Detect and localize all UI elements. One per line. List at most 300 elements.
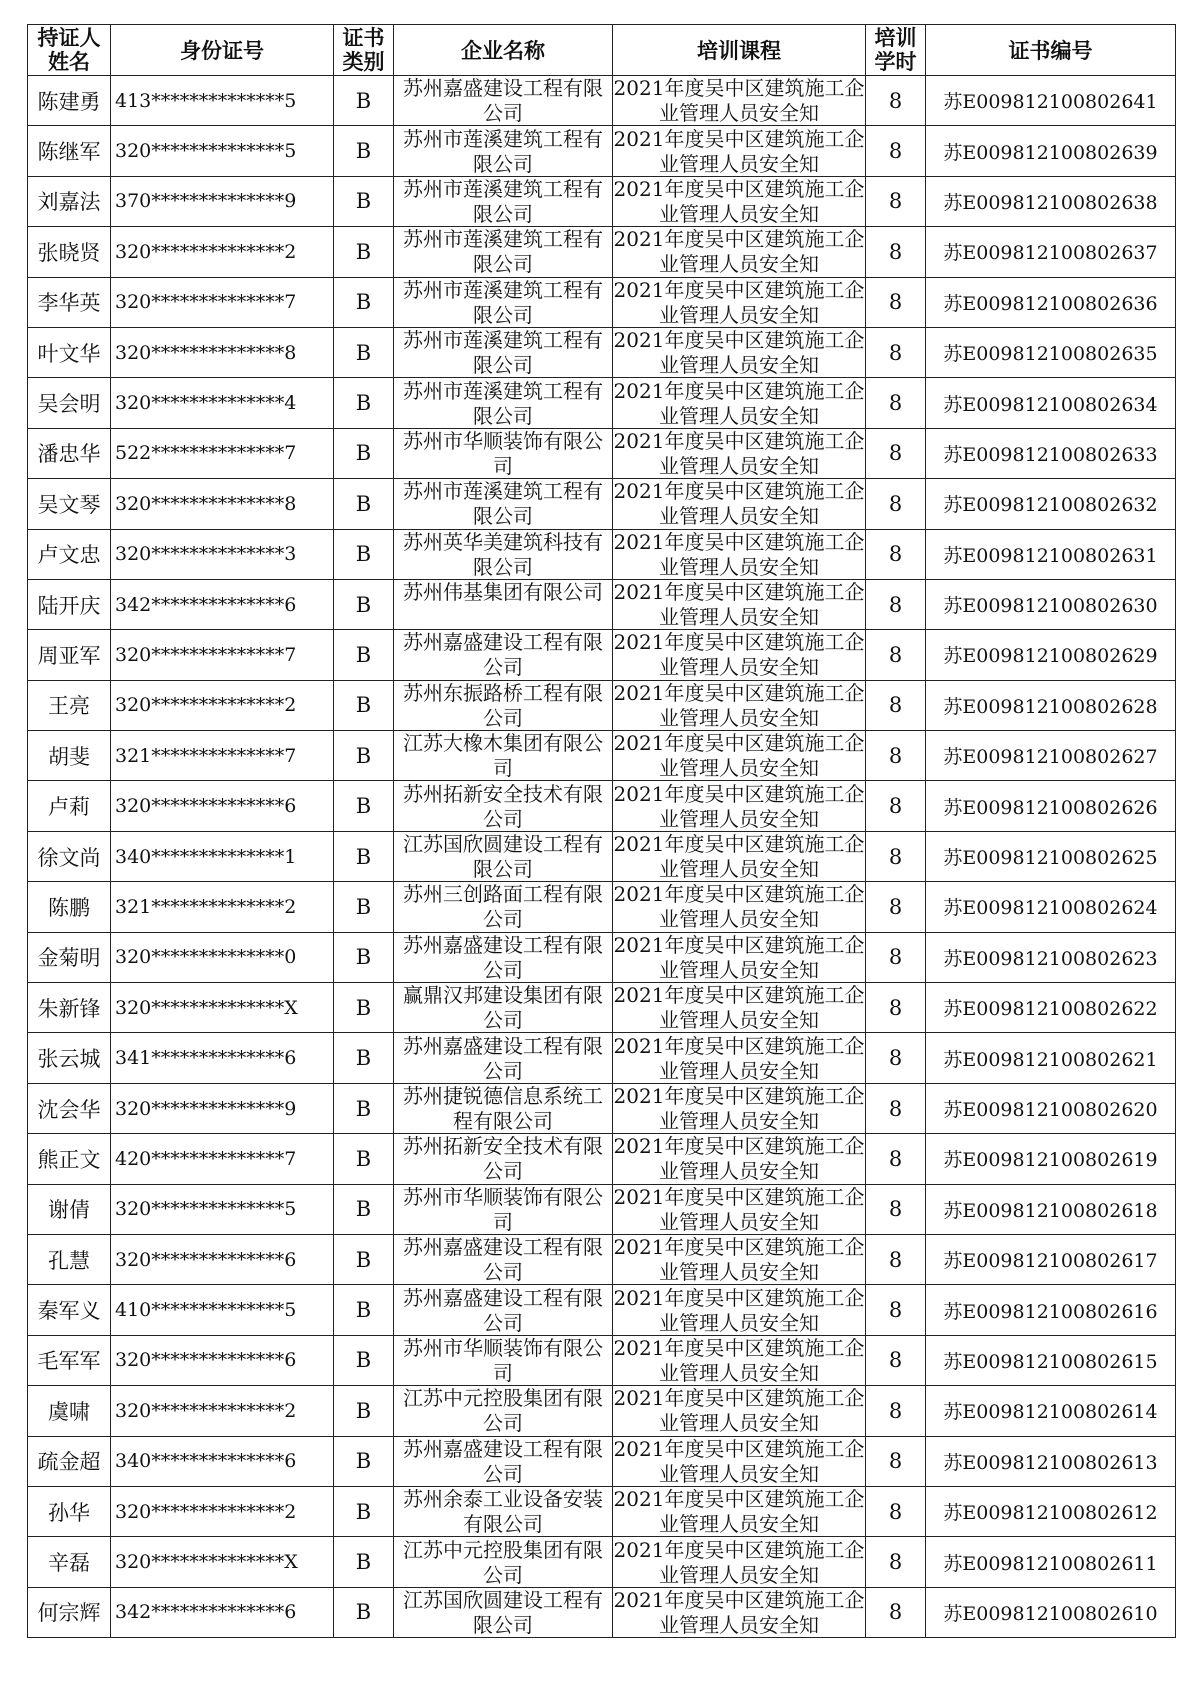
- cell-category: B: [334, 529, 394, 579]
- cell-id-number: 320**************8: [111, 327, 334, 377]
- cell-category: B: [334, 1386, 394, 1436]
- cell-hours: 8: [866, 882, 926, 932]
- table-row: [28, 1335, 1176, 1385]
- table-row: [28, 529, 1176, 579]
- table-row: [28, 680, 1176, 730]
- cell-id-number: 320**************5: [111, 1184, 334, 1234]
- table-row: [28, 1587, 1176, 1637]
- cell-course-text: 2021年度吴中区建筑施工企业管理人员安全知: [613, 1537, 865, 1587]
- cell-course: [613, 731, 866, 781]
- cell-course-text: 2021年度吴中区建筑施工企业管理人员安全知: [613, 882, 865, 932]
- cell-name: 沈会华: [28, 1083, 111, 1133]
- cell-course: [613, 126, 866, 176]
- cell-id-number: 320**************6: [111, 1335, 334, 1385]
- cell-course-text: 2021年度吴中区建筑施工企业管理人员安全知: [613, 1184, 865, 1234]
- header-hours: 培训学时: [866, 25, 926, 76]
- cell-course: [613, 1335, 866, 1385]
- cell-course: [613, 831, 866, 881]
- cell-company-text: 苏州嘉盛建设工程有限公司: [403, 1285, 603, 1335]
- cell-name: 孔慧: [28, 1234, 111, 1284]
- cell-company-text: 苏州市华顺装饰有限公司: [403, 428, 603, 478]
- cell-company: [394, 1184, 613, 1234]
- cell-course: [613, 1134, 866, 1184]
- cell-course-text: 2021年度吴中区建筑施工企业管理人员安全知: [613, 1033, 865, 1083]
- table-row: [28, 1134, 1176, 1184]
- cell-company-text: 苏州市华顺装饰有限公司: [403, 1335, 603, 1385]
- cell-name: 叶文华: [28, 327, 111, 377]
- cell-id-number: 341**************6: [111, 1033, 334, 1083]
- cell-hours: 8: [866, 479, 926, 529]
- cell-company: [394, 680, 613, 730]
- cell-course: [613, 1386, 866, 1436]
- cell-cert-number: 苏E009812100802624: [926, 882, 1176, 932]
- cell-id-number: 420**************7: [111, 1134, 334, 1184]
- cell-name: 卢莉: [28, 781, 111, 831]
- cell-course: [613, 630, 866, 680]
- cell-category: B: [334, 1184, 394, 1234]
- table-row: [28, 630, 1176, 680]
- cell-name: 陆开庆: [28, 579, 111, 629]
- cell-course: [613, 882, 866, 932]
- cell-company-text: 苏州市莲溪建筑工程有限公司: [403, 227, 603, 277]
- cell-course: [613, 76, 866, 126]
- cell-id-number: 320**************7: [111, 630, 334, 680]
- cell-hours: 8: [866, 428, 926, 478]
- cell-cert-number: 苏E009812100802610: [926, 1587, 1176, 1637]
- cell-course-text: 2021年度吴中区建筑施工企业管理人员安全知: [613, 983, 865, 1033]
- table-row: [28, 176, 1176, 226]
- cell-id-number: 320**************0: [111, 932, 334, 982]
- cell-id-number: 320**************2: [111, 227, 334, 277]
- cell-id-number: 320**************6: [111, 781, 334, 831]
- cell-name: 何宗辉: [28, 1587, 111, 1637]
- cell-category: B: [334, 1285, 394, 1335]
- cell-hours: 8: [866, 781, 926, 831]
- cell-hours: 8: [866, 1335, 926, 1385]
- cell-cert-number: 苏E009812100802623: [926, 932, 1176, 982]
- cell-company-text: 苏州伟基集团有限公司: [403, 580, 603, 605]
- cell-course: [613, 1486, 866, 1536]
- cell-company: [394, 1587, 613, 1637]
- cell-course: [613, 529, 866, 579]
- cell-name: 谢倩: [28, 1184, 111, 1234]
- cell-course-text: 2021年度吴中区建筑施工企业管理人员安全知: [613, 227, 865, 277]
- cell-company-text: 苏州拓新安全技术有限公司: [403, 781, 603, 831]
- cell-course-text: 2021年度吴中区建筑施工企业管理人员安全知: [613, 1386, 865, 1436]
- cell-id-number: 413**************5: [111, 76, 334, 126]
- cell-hours: 8: [866, 76, 926, 126]
- cell-hours: 8: [866, 176, 926, 226]
- cell-company: [394, 983, 613, 1033]
- cell-cert-number: 苏E009812100802632: [926, 479, 1176, 529]
- cell-name: 熊正文: [28, 1134, 111, 1184]
- table-row: [28, 1486, 1176, 1536]
- cell-id-number: 321**************7: [111, 731, 334, 781]
- cell-course: [613, 176, 866, 226]
- cell-company-text: 苏州市华顺装饰有限公司: [403, 1184, 603, 1234]
- table-row: [28, 831, 1176, 881]
- cell-course: [613, 327, 866, 377]
- cell-course: [613, 1083, 866, 1133]
- cell-cert-number: 苏E009812100802619: [926, 1134, 1176, 1184]
- cell-hours: 8: [866, 680, 926, 730]
- cell-course-text: 2021年度吴中区建筑施工企业管理人员安全知: [613, 1335, 865, 1385]
- cell-name: 毛军军: [28, 1335, 111, 1385]
- cell-course-text: 2021年度吴中区建筑施工企业管理人员安全知: [613, 328, 865, 378]
- cell-name: 吴会明: [28, 378, 111, 428]
- cell-company: [394, 1234, 613, 1284]
- cell-company: [394, 1486, 613, 1536]
- cell-company-text: 江苏中元控股集团有限公司: [403, 1386, 603, 1436]
- cell-category: B: [334, 1335, 394, 1385]
- cell-course: [613, 1234, 866, 1284]
- table-row: [28, 1285, 1176, 1335]
- cell-cert-number: 苏E009812100802626: [926, 781, 1176, 831]
- cell-category: B: [334, 1033, 394, 1083]
- cell-hours: 8: [866, 1134, 926, 1184]
- cell-course-text: 2021年度吴中区建筑施工企业管理人员安全知: [613, 1285, 865, 1335]
- table-row: [28, 277, 1176, 327]
- cell-category: B: [334, 176, 394, 226]
- cell-course-text: 2021年度吴中区建筑施工企业管理人员安全知: [613, 277, 865, 327]
- cell-company: [394, 932, 613, 982]
- cell-company: [394, 882, 613, 932]
- cell-company-text: 江苏中元控股集团有限公司: [403, 1537, 603, 1587]
- cell-category: B: [334, 680, 394, 730]
- cell-company: [394, 781, 613, 831]
- cell-cert-number: 苏E009812100802634: [926, 378, 1176, 428]
- cell-cert-number: 苏E009812100802636: [926, 277, 1176, 327]
- cell-course-text: 2021年度吴中区建筑施工企业管理人员安全知: [613, 580, 865, 630]
- table-row: [28, 1436, 1176, 1486]
- cell-id-number: 370**************9: [111, 176, 334, 226]
- cell-category: B: [334, 428, 394, 478]
- cell-company: [394, 327, 613, 377]
- cell-hours: 8: [866, 277, 926, 327]
- cell-cert-number: 苏E009812100802633: [926, 428, 1176, 478]
- cell-course-text: 2021年度吴中区建筑施工企业管理人员安全知: [613, 176, 865, 226]
- cell-id-number: 320**************9: [111, 1083, 334, 1133]
- table-row: [28, 882, 1176, 932]
- cell-company-text: 苏州嘉盛建设工程有限公司: [403, 1436, 603, 1486]
- cell-name: 张晓贤: [28, 227, 111, 277]
- cell-course-text: 2021年度吴中区建筑施工企业管理人员安全知: [613, 1487, 865, 1537]
- cell-course-text: 2021年度吴中区建筑施工企业管理人员安全知: [613, 832, 865, 882]
- table-row: [28, 327, 1176, 377]
- cell-course: [613, 428, 866, 478]
- cell-course: [613, 378, 866, 428]
- cell-company-text: 苏州市莲溪建筑工程有限公司: [403, 328, 603, 378]
- cell-id-number: 320**************6: [111, 1234, 334, 1284]
- cell-name: 陈继军: [28, 126, 111, 176]
- cell-company: [394, 479, 613, 529]
- cell-name: 王亮: [28, 680, 111, 730]
- cell-hours: 8: [866, 1436, 926, 1486]
- cell-id-number: 410**************5: [111, 1285, 334, 1335]
- cell-hours: 8: [866, 529, 926, 579]
- cell-hours: 8: [866, 1486, 926, 1536]
- cell-id-number: 340**************6: [111, 1436, 334, 1486]
- cell-company-text: 苏州市莲溪建筑工程有限公司: [403, 479, 603, 529]
- cell-course-text: 2021年度吴中区建筑施工企业管理人员安全知: [613, 428, 865, 478]
- cell-course-text: 2021年度吴中区建筑施工企业管理人员安全知: [613, 126, 865, 176]
- cell-id-number: 320**************2: [111, 1486, 334, 1536]
- table-row: [28, 1537, 1176, 1587]
- cell-company: [394, 1335, 613, 1385]
- cell-name: 疏金超: [28, 1436, 111, 1486]
- cell-course-text: 2021年度吴中区建筑施工企业管理人员安全知: [613, 479, 865, 529]
- cell-hours: 8: [866, 1587, 926, 1637]
- cell-name: 吴文琴: [28, 479, 111, 529]
- table-row: [28, 1386, 1176, 1436]
- cell-course-text: 2021年度吴中区建筑施工企业管理人员安全知: [613, 1436, 865, 1486]
- cell-name: 徐文尚: [28, 831, 111, 881]
- cell-company-text: 苏州嘉盛建设工程有限公司: [403, 630, 603, 680]
- cell-company-text: 苏州市莲溪建筑工程有限公司: [403, 126, 603, 176]
- cell-id-number: 320**************X: [111, 1537, 334, 1587]
- cell-category: B: [334, 1486, 394, 1536]
- cell-category: B: [334, 882, 394, 932]
- cell-name: 秦军义: [28, 1285, 111, 1335]
- cell-id-number: 320**************3: [111, 529, 334, 579]
- cell-cert-number: 苏E009812100802637: [926, 227, 1176, 277]
- cell-company-text: 苏州嘉盛建设工程有限公司: [403, 76, 603, 126]
- cell-id-number: 342**************6: [111, 1587, 334, 1637]
- cell-name: 张云城: [28, 1033, 111, 1083]
- cell-company: [394, 1134, 613, 1184]
- cell-course: [613, 479, 866, 529]
- cell-course: [613, 983, 866, 1033]
- cell-cert-number: 苏E009812100802611: [926, 1537, 1176, 1587]
- cell-category: B: [334, 378, 394, 428]
- cell-course-text: 2021年度吴中区建筑施工企业管理人员安全知: [613, 680, 865, 730]
- cell-category: B: [334, 731, 394, 781]
- cell-course-text: 2021年度吴中区建筑施工企业管理人员安全知: [613, 1587, 865, 1637]
- cell-company: [394, 1033, 613, 1083]
- cell-company-text: 苏州嘉盛建设工程有限公司: [403, 932, 603, 982]
- header-id: 身份证号: [111, 25, 334, 76]
- cell-category: B: [334, 1083, 394, 1133]
- cell-cert-number: 苏E009812100802622: [926, 983, 1176, 1033]
- cell-course: [613, 781, 866, 831]
- cell-name: 虞啸: [28, 1386, 111, 1436]
- cell-hours: 8: [866, 731, 926, 781]
- cell-company: [394, 126, 613, 176]
- cell-name: 周亚军: [28, 630, 111, 680]
- cell-hours: 8: [866, 1184, 926, 1234]
- cell-course: [613, 932, 866, 982]
- table-row: [28, 76, 1176, 126]
- cell-company: [394, 831, 613, 881]
- cell-id-number: 320**************2: [111, 1386, 334, 1436]
- cell-id-number: 342**************6: [111, 579, 334, 629]
- certificate-table: [27, 24, 1176, 1638]
- cell-company-text: 苏州三创路面工程有限公司: [403, 882, 603, 932]
- cell-hours: 8: [866, 831, 926, 881]
- cell-company: [394, 1436, 613, 1486]
- cell-course: [613, 277, 866, 327]
- table-row: [28, 932, 1176, 982]
- cell-company-text: 苏州余泰工业设备安装有限公司: [403, 1487, 603, 1537]
- cell-company: [394, 1083, 613, 1133]
- cell-hours: 8: [866, 378, 926, 428]
- cell-id-number: 321**************2: [111, 882, 334, 932]
- cell-id-number: 320**************8: [111, 479, 334, 529]
- cell-category: B: [334, 327, 394, 377]
- cell-category: B: [334, 1134, 394, 1184]
- cell-category: B: [334, 630, 394, 680]
- cell-cert-number: 苏E009812100802627: [926, 731, 1176, 781]
- cell-hours: 8: [866, 1033, 926, 1083]
- cell-category: B: [334, 831, 394, 881]
- cell-id-number: 340**************1: [111, 831, 334, 881]
- cell-id-number: 320**************4: [111, 378, 334, 428]
- table-row: [28, 1033, 1176, 1083]
- header-course: 培训课程: [613, 25, 866, 76]
- cell-name: 陈鹏: [28, 882, 111, 932]
- cell-category: B: [334, 76, 394, 126]
- cell-cert-number: 苏E009812100802621: [926, 1033, 1176, 1083]
- cell-course-text: 2021年度吴中区建筑施工企业管理人员安全知: [613, 1084, 865, 1133]
- cell-course-text: 2021年度吴中区建筑施工企业管理人员安全知: [613, 731, 865, 781]
- cell-company: [394, 176, 613, 226]
- cell-category: B: [334, 932, 394, 982]
- cell-company: [394, 630, 613, 680]
- cell-company-text: 苏州市莲溪建筑工程有限公司: [403, 277, 603, 327]
- cell-cert-number: 苏E009812100802639: [926, 126, 1176, 176]
- cell-hours: 8: [866, 1285, 926, 1335]
- cell-course: [613, 1587, 866, 1637]
- cell-category: B: [334, 126, 394, 176]
- cell-name: 刘嘉法: [28, 176, 111, 226]
- cell-company: [394, 1285, 613, 1335]
- cell-course-text: 2021年度吴中区建筑施工企业管理人员安全知: [613, 1134, 865, 1184]
- cell-hours: 8: [866, 630, 926, 680]
- cell-name: 朱新锋: [28, 983, 111, 1033]
- cell-cert-number: 苏E009812100802628: [926, 680, 1176, 730]
- header-name: 持证人姓名: [28, 25, 111, 76]
- cell-company-text: 江苏国欣圆建设工程有限公司: [403, 832, 603, 882]
- table-row: [28, 1083, 1176, 1133]
- cell-company-text: 江苏大橡木集团有限公司: [403, 731, 603, 781]
- cell-category: B: [334, 781, 394, 831]
- header-row: [28, 25, 1176, 76]
- cell-id-number: 320**************2: [111, 680, 334, 730]
- cell-name: 李华英: [28, 277, 111, 327]
- cell-name: 卢文忠: [28, 529, 111, 579]
- header-category: 证书类别: [334, 25, 394, 76]
- cell-company: [394, 1386, 613, 1436]
- cell-name: 陈建勇: [28, 76, 111, 126]
- table-row: [28, 227, 1176, 277]
- table-row: [28, 579, 1176, 629]
- cell-company-text: 江苏国欣圆建设工程有限公司: [403, 1587, 603, 1637]
- cell-category: B: [334, 579, 394, 629]
- cell-cert-number: 苏E009812100802612: [926, 1486, 1176, 1536]
- cell-company-text: 苏州捷锐德信息系统工程有限公司: [403, 1084, 603, 1133]
- cell-company-text: 苏州东振路桥工程有限公司: [403, 680, 603, 730]
- cell-cert-number: 苏E009812100802613: [926, 1436, 1176, 1486]
- cell-id-number: 522**************7: [111, 428, 334, 478]
- cell-category: B: [334, 1587, 394, 1637]
- header-company: 企业名称: [394, 25, 613, 76]
- cell-cert-number: 苏E009812100802618: [926, 1184, 1176, 1234]
- table-row: [28, 479, 1176, 529]
- cell-category: B: [334, 983, 394, 1033]
- cell-category: B: [334, 479, 394, 529]
- cell-cert-number: 苏E009812100802629: [926, 630, 1176, 680]
- cell-course: [613, 1285, 866, 1335]
- cell-id-number: 320**************X: [111, 983, 334, 1033]
- cell-company: [394, 731, 613, 781]
- cell-hours: 8: [866, 579, 926, 629]
- cell-id-number: 320**************7: [111, 277, 334, 327]
- cell-course-text: 2021年度吴中区建筑施工企业管理人员安全知: [613, 781, 865, 831]
- cell-cert-number: 苏E009812100802620: [926, 1083, 1176, 1133]
- cell-course: [613, 1436, 866, 1486]
- cell-course-text: 2021年度吴中区建筑施工企业管理人员安全知: [613, 932, 865, 982]
- cell-company-text: 苏州拓新安全技术有限公司: [403, 1134, 603, 1184]
- table-row: [28, 1234, 1176, 1284]
- cell-hours: 8: [866, 983, 926, 1033]
- cell-company: [394, 529, 613, 579]
- cell-company: [394, 579, 613, 629]
- cell-company: [394, 378, 613, 428]
- cell-company-text: 苏州嘉盛建设工程有限公司: [403, 1033, 603, 1083]
- cell-cert-number: 苏E009812100802638: [926, 176, 1176, 226]
- cell-course: [613, 680, 866, 730]
- cell-company: [394, 76, 613, 126]
- cell-cert-number: 苏E009812100802631: [926, 529, 1176, 579]
- cell-company-text: 赢鼎汉邦建设集团有限公司: [403, 983, 603, 1033]
- cell-category: B: [334, 1537, 394, 1587]
- table-row: [28, 126, 1176, 176]
- cell-hours: 8: [866, 1083, 926, 1133]
- cell-company: [394, 428, 613, 478]
- table-row: [28, 731, 1176, 781]
- cell-company-text: 苏州英华美建筑科技有限公司: [403, 529, 603, 579]
- cell-hours: 8: [866, 1234, 926, 1284]
- cell-hours: 8: [866, 126, 926, 176]
- cell-name: 辛磊: [28, 1537, 111, 1587]
- cell-category: B: [334, 1436, 394, 1486]
- cell-cert-number: 苏E009812100802617: [926, 1234, 1176, 1284]
- header-cert-no: 证书编号: [926, 25, 1176, 76]
- cell-hours: 8: [866, 1537, 926, 1587]
- cell-category: B: [334, 277, 394, 327]
- cell-company-text: 苏州市莲溪建筑工程有限公司: [403, 176, 603, 226]
- cell-category: B: [334, 227, 394, 277]
- cell-course: [613, 1033, 866, 1083]
- cell-company: [394, 1537, 613, 1587]
- cell-course-text: 2021年度吴中区建筑施工企业管理人员安全知: [613, 630, 865, 680]
- cell-course: [613, 1184, 866, 1234]
- cell-course-text: 2021年度吴中区建筑施工企业管理人员安全知: [613, 76, 865, 126]
- cell-company-text: 苏州嘉盛建设工程有限公司: [403, 1235, 603, 1285]
- table-row: [28, 983, 1176, 1033]
- cell-course-text: 2021年度吴中区建筑施工企业管理人员安全知: [613, 378, 865, 428]
- table-row: [28, 428, 1176, 478]
- cell-hours: 8: [866, 1386, 926, 1436]
- table-row: [28, 378, 1176, 428]
- cell-cert-number: 苏E009812100802635: [926, 327, 1176, 377]
- cell-name: 孙华: [28, 1486, 111, 1536]
- cell-cert-number: 苏E009812100802641: [926, 76, 1176, 126]
- cell-company-text: 苏州市莲溪建筑工程有限公司: [403, 378, 603, 428]
- cell-course: [613, 227, 866, 277]
- cell-course-text: 2021年度吴中区建筑施工企业管理人员安全知: [613, 529, 865, 579]
- cell-cert-number: 苏E009812100802616: [926, 1285, 1176, 1335]
